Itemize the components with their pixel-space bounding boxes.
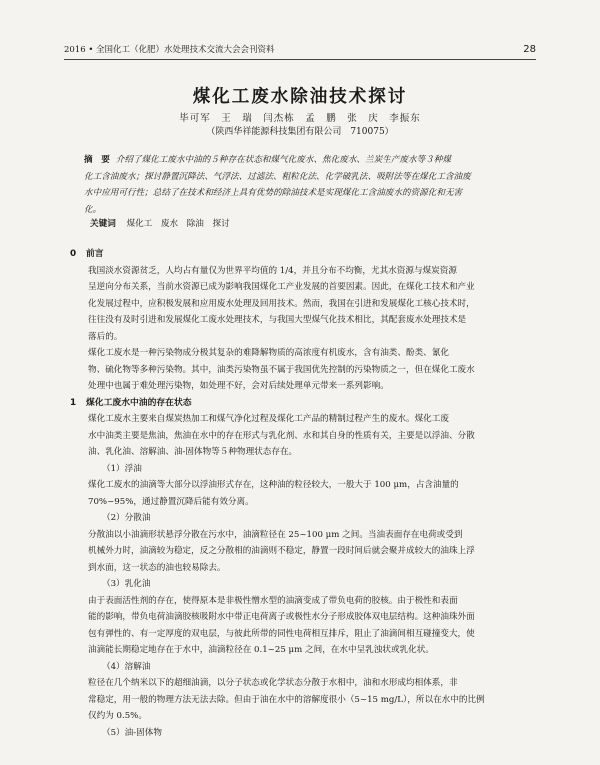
body-line: 我国淡水资源贫乏，人均占有量仅为世界平均值的 1/4，并且分布不均衡，尤其水资源与煤炭资源 [88,265,457,276]
article-title: 煤化工废水除油技术探讨 [192,87,408,107]
abstract-line-3: 化。 [84,204,102,215]
body-line: 煤化工废水是一种污染物成分极其复杂的难降解物质的高浓度有机废水，含有油类、酚类、氰化 [88,348,449,358]
article-authors: 毕可军 王 瑞 闫杰栋 孟 鹏 张 庆 李振东 [179,113,421,124]
body-line: 油、乳化油、溶解油、油-固体物等５种物理状态存在。 [88,447,298,457]
body-line: 呈逆向分布关系，当前水资源已成为影响我国煤化工产业发展的首要因素。因此，在煤化工技术和产业 [88,282,475,292]
body-line: 粒径在几个纳米以下的超细油滴，以分子状态或化学状态分散于水相中，油和水形成均相体系，非 [88,678,458,688]
body-line: 落后的。 [88,331,123,342]
section-number: 1 [70,397,77,408]
abstract-label: 摘 要 [84,155,110,165]
subsection-heading: （2）分散油 [102,513,151,523]
abstract-line-0: 摘 要 介绍了煤化工废水中油的５种存在状态和煤气化废水、焦化废水、兰炭生产废水等３种煤 [84,155,451,165]
body-line: 分散油以小油滴形状悬浮分散在污水中，油滴粒径在 25~100 μm 之间。当油表面存在电荷或受到 [88,529,463,540]
article-affiliation: （陕西华祥能源科技集团有限公司 710075） [206,127,394,137]
body-line: 常稳定，用一般的物理方法无法去除。但由于油在水中的溶解度很小（5~15 mg/L），所以在水中的比例 [88,694,485,705]
article-body [70,246,514,741]
body-line: 由于表面活性剂的存在，使得原本是非极性憎水型的油滴变成了带负电荷的胶核。由于极性和表面 [88,595,458,606]
body-line: 煤化工废水主要来自煤炭热加工和煤气净化过程及煤化工产品的精制过程产生的废水。煤化工废 [88,414,449,424]
abstract-line-1: 化工含油废水；探讨静置沉降法、气浮法、过滤法、粗粒化法、化学破乳法、吸附法等在煤化工含油废 [84,171,471,182]
body-line: 70%~95%，通过静置沉降后能有效分离。 [88,496,254,507]
body-line: 水中油类主要是焦油，焦油在水中的存在形式与乳化剂、水和其自身的性质有关，主要是以浮油、分散 [88,430,475,441]
section-number: 0 [70,249,77,259]
keywords-value: 煤化工 废水 除油 探讨 [126,219,230,229]
running-title: 2016 • 全国化工（化肥）水处理技术交流大会会刊资料 [64,45,275,55]
body-line: 仅约为 0.5%。 [88,711,147,721]
subsection-heading: （5）油-固体物 [102,727,162,738]
section-title: 前言 [86,249,104,259]
body-line: 机械外力时，油滴较为稳定，反之分散相的油滴则不稳定，静置一段时间后就会聚并成较大的油珠上浮 [88,546,475,556]
abstract [84,152,514,218]
running-header [64,44,536,60]
section-title: 煤化工废水中油的存在状态 [86,397,192,408]
body-line: 处理中也属于难处理污染物，如处理不好，会对后续处理单元带来一系列影响。 [88,381,389,391]
page-number: 28 [523,44,536,55]
keywords [90,217,514,229]
body-line: 煤化工废水的油滴等大部分以浮油形式存在，这种油的粒径较大，一般大于 100 μm，占含油量的 [88,480,459,490]
body-line: 油滴能长期稳定地存在于水中，油滴粒径在 0.1~25 μm 之间，在水中呈乳浊状或乳化状。 [88,645,434,655]
body-line: 能的影响，带负电荷油滴胶核吸附水中带正电荷离子或极性水分子形成胶体双电层结构。这种油珠外面 [88,612,475,622]
section-heading [70,395,514,412]
subsection-heading: （4）溶解油 [102,661,151,672]
body-line: 包有弹性的、有一定厚度的双电层，与彼此所带的同性电荷相互排斥，阻止了油滴间相互碰撞变大，使 [88,628,475,639]
abstract-line-2: 水中应用可行性；总结了在技术和经济上具有优势的除油技术是实现煤化工含油废水的资源化和无害 [84,188,463,198]
body-line: 化发展过程中，应积极发展和应用废水处理及回用技术。然而，我国在引进和发展煤化工核心技术时， [88,298,475,309]
body-line: 往往没有及时引进和发展煤化工废水处理技术，与我国大型煤气化技术相比，其配套废水处理技术是 [88,315,467,325]
subsection-heading: （3）乳化油 [102,579,151,589]
subsection-heading: （1）浮油 [102,463,142,474]
section-heading [70,246,514,263]
body-line: 到水面，这一状态的油也较易除去。 [88,562,226,573]
body-line: 物、硫化物等多种污染物。其中，油类污染物虽不属于我国优先控制的污染物质之一，但在煤化工废水 [88,364,475,375]
keywords-label: 关键词 [90,219,116,229]
